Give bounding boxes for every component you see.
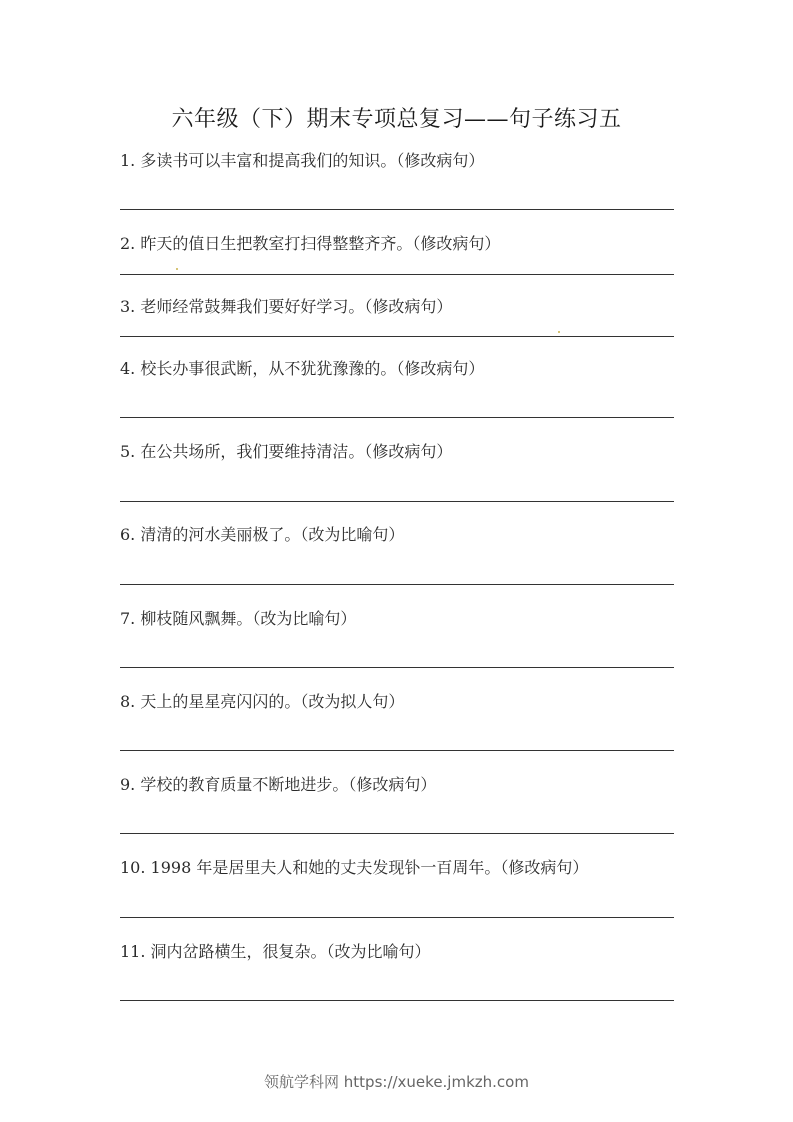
- question-7: 7. 柳枝随风飘舞。（改为比喻句）: [120, 609, 357, 628]
- answer-line-1[interactable]: [120, 209, 674, 210]
- question-10: 10. 1998 年是居里夫人和她的丈夫发现钋一百周年。（修改病句）: [120, 858, 589, 877]
- answer-line-10[interactable]: [120, 917, 674, 918]
- answer-line-8[interactable]: [120, 750, 674, 751]
- answer-line-9[interactable]: [120, 833, 674, 834]
- question-3: 3. 老师经常鼓舞我们要好好学习。（修改病句）: [120, 297, 453, 316]
- answer-line-4[interactable]: [120, 417, 674, 418]
- answer-line-7[interactable]: [120, 667, 674, 668]
- question-1: 1. 多读书可以丰富和提高我们的知识。（修改病句）: [120, 151, 485, 170]
- question-2: 2. 昨天的值日生把教室打扫得整整齐齐。（修改病句）: [120, 234, 501, 253]
- question-4: 4. 校长办事很武断，从不犹犹豫豫的。（修改病句）: [120, 359, 485, 378]
- answer-line-6[interactable]: [120, 584, 674, 585]
- page-title: 六年级（下）期末专项总复习——句子练习五: [171, 107, 622, 132]
- question-9: 9. 学校的教育质量不断地进步。（修改病句）: [120, 775, 437, 794]
- question-6: 6. 清清的河水美丽极了。（改为比喻句）: [120, 525, 405, 544]
- answer-line-5[interactable]: [120, 501, 674, 502]
- scan-speck: [558, 331, 560, 333]
- question-8: 8. 天上的星星亮闪闪的。（改为拟人句）: [120, 692, 405, 711]
- question-5: 5. 在公共场所，我们要维持清洁。（修改病句）: [120, 442, 453, 461]
- footer-watermark: 领航学科网 https://xueke.jmkzh.com: [264, 1073, 529, 1091]
- answer-line-11[interactable]: [120, 1000, 674, 1001]
- answer-line-2[interactable]: [120, 274, 674, 275]
- scan-speck: [176, 268, 178, 270]
- question-11: 11. 洞内岔路横生，很复杂。（改为比喻句）: [120, 942, 431, 961]
- answer-line-3[interactable]: [120, 336, 674, 337]
